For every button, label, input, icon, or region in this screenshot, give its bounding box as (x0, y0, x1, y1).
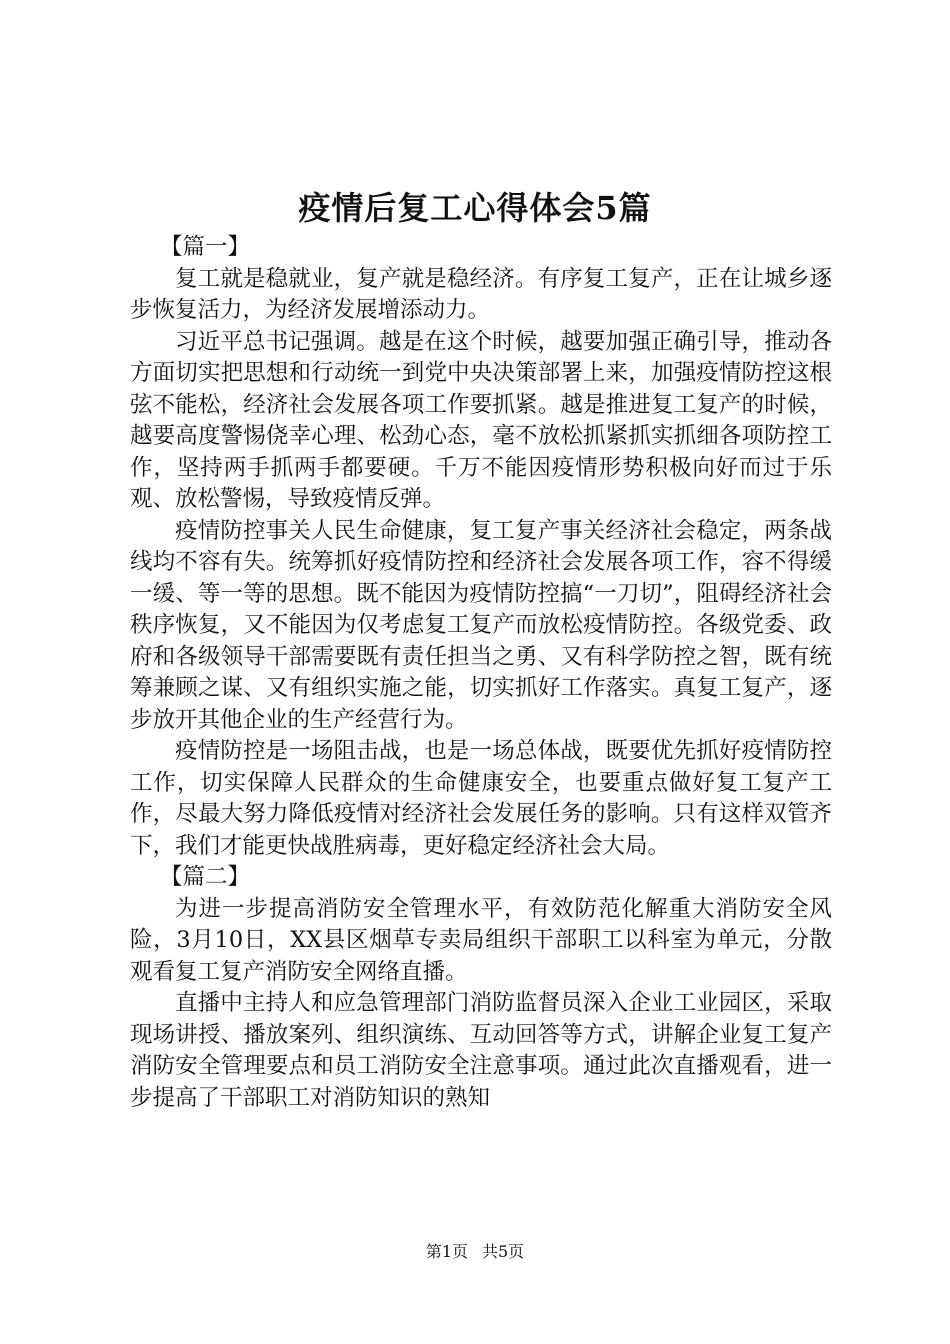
page-footer (0, 1241, 950, 1263)
section-1 (130, 232, 832, 862)
page-total: 共5页 (482, 1242, 525, 1261)
paragraph: 为进一步提高消防安全管理水平，有效防范化解重大消防安全风险，3月10日，XX县区烟草专卖局组织干部职工以科室为单元，分散观看复工复产消防安全网络直播。 (130, 895, 832, 985)
document-title: 疫情后复工心得体会5篇 (298, 189, 652, 227)
paragraph: 习近平总书记强调。越是在这个时候，越要加强正确引导，推动各方面切实把思想和行动统一到党中央决策部署上来，加强疫情防控这根弦不能松，经济社会发展各项工作要抓紧。越是推进复工复产的时候，越要高度警惕侥幸心理、松劲心态，毫不放松抓紧抓实抓细各项防控工作，坚持两手抓两手都要硬。千万不能因疫情形势积极向好而过于乐观、放松警惕，导致疫情反弹。 (130, 328, 832, 512)
page-number: 第1页 (425, 1242, 468, 1261)
section-header: 【篇二】 (160, 864, 251, 890)
section-2 (130, 862, 832, 1114)
paragraph: 疫情防控事关人民生命健康，复工复产事关经济社会稳定，两条战线均不容有失。统筹抓好疫情防控和经济社会发展各项工作，容不得缓一缓、等一等的思想。既不能因为疫情防控搞“一刀切”，阻碍经济社会秩序恢复，又不能因为仅考虑复工复产而放松疫情防控。各级党委、政府和各级领导干部需要既有责任担当之勇、又有科学防控之智，既有统筹兼顾之谋、又有组织实施之能，切实抓好工作落实。真复工复产，逐步放开其他企业的生产经营行为。 (130, 517, 832, 733)
paragraph: 疫情防控是一场阻击战，也是一场总体战，既要优先抓好疫情防控工作，切实保障人民群众的生命健康安全，也要重点做好复工复产工作，尽最大努力降低疫情对经济社会发展任务的影响。只有这样双管齐下，我们才能更快战胜病毒，更好稳定经济社会大局。 (130, 738, 832, 859)
paragraph: 直播中主持人和应急管理部门消防监督员深入企业工业园区，采取现场讲授、播放案列、组织演练、互动回答等方式，讲解企业复工复产消防安全管理要点和员工消防安全注意事项。通过此次直播观看，进一步提高了干部职工对消防知识的熟知 (130, 990, 832, 1111)
section-header: 【篇一】 (160, 234, 251, 260)
document-body (130, 232, 832, 1114)
paragraph: 复工就是稳就业，复产就是稳经济。有序复工复产，正在让城乡逐步恢复活力，为经济发展增添动力。 (130, 265, 832, 323)
